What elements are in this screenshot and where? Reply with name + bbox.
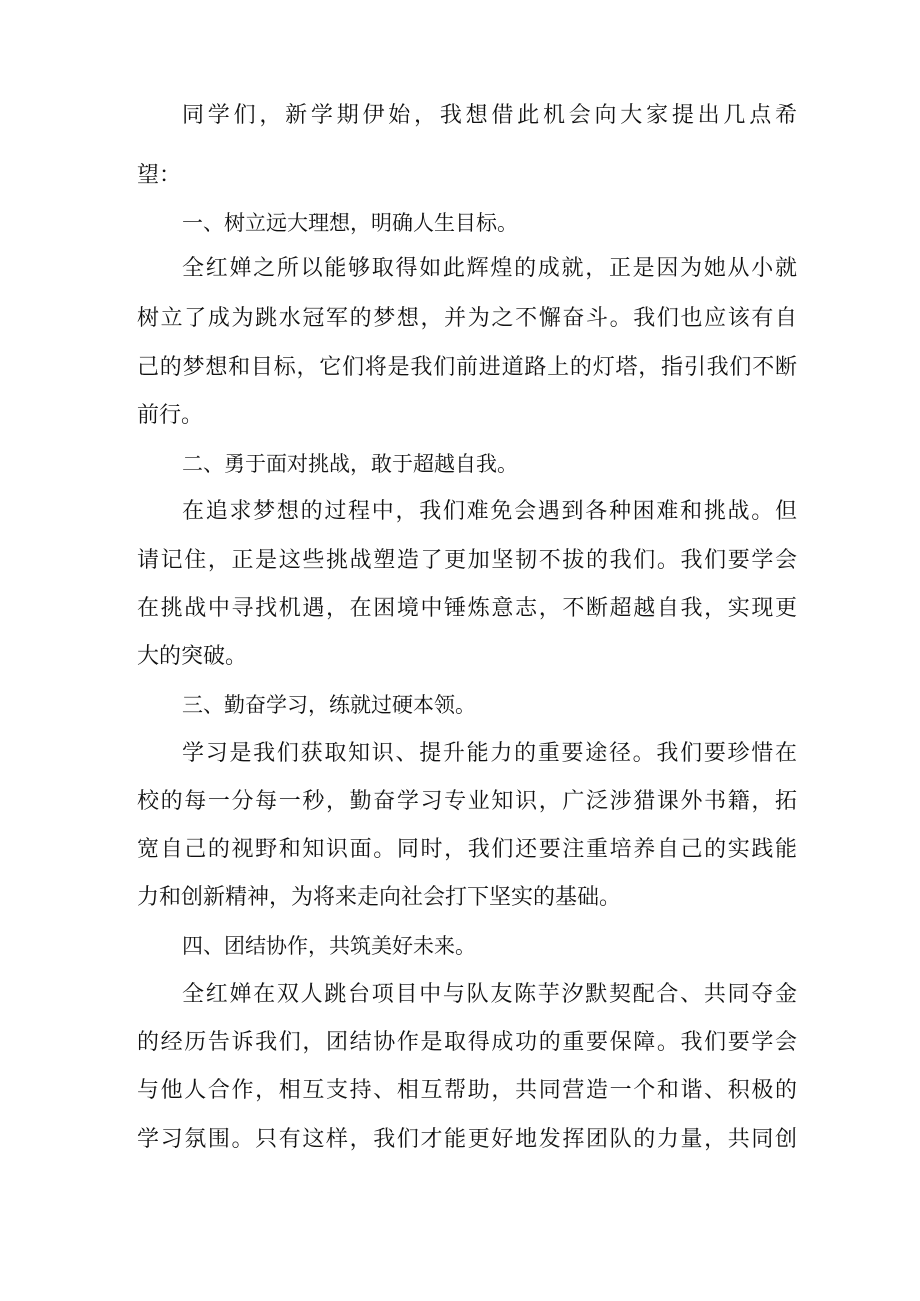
- section-2-heading: 二、勇于面对挑战，敢于超越自我。: [182, 452, 518, 476]
- section-2-line-4: 大的突破。: [137, 644, 248, 669]
- section-1-line-2: 树立了成为跳水冠军的梦想，并为之不懈奋斗。我们也应该有自: [137, 306, 797, 331]
- section-3-line-1: 学习是我们获取知识、提升能力的重要途径。我们要珍惜在: [182, 741, 797, 766]
- section-1-line-1: 全红婵之所以能够取得如此辉煌的成就，正是因为她从小就: [182, 256, 797, 281]
- section-1-line-4: 前行。: [137, 403, 204, 428]
- section-2-line-1: 在追求梦想的过程中，我们难免会遇到各种困难和挑战。但: [182, 499, 797, 524]
- section-3-line-3: 宽自己的视野和知识面。同时，我们还要注重培养自己的实践能: [137, 837, 797, 862]
- intro-line-1: 同学们，新学期伊始，我想借此机会向大家提出几点希: [182, 103, 797, 128]
- section-3-line-4: 力和创新精神，为将来走向社会打下坚实的基础。: [137, 885, 622, 910]
- section-4-line-4: 学习氛围。只有这样，我们才能更好地发挥团队的力量，共同创: [137, 1127, 797, 1152]
- section-1-heading: 一、树立远大理想，明确人生目标。: [182, 211, 518, 235]
- section-1-line-3: 己的梦想和目标，它们将是我们前进道路上的灯塔，指引我们不断: [137, 355, 797, 380]
- section-4-heading: 四、团结协作，共筑美好未来。: [182, 934, 476, 958]
- section-4-line-2: 的经历告诉我们，团结协作是取得成功的重要保障。我们要学会: [137, 1030, 797, 1055]
- section-2-line-3: 在挑战中寻找机遇，在困境中锤炼意志，不断超越自我，实现更: [137, 596, 797, 621]
- section-3-heading: 三、勤奋学习，练就过硬本领。: [182, 693, 476, 717]
- section-2-line-2: 请记住，正是这些挑战塑造了更加坚韧不拔的我们。我们要学会: [137, 548, 797, 573]
- section-4-line-3: 与他人合作，相互支持、相互帮助，共同营造一个和谐、积极的: [137, 1078, 797, 1103]
- intro-line-2: 望：: [137, 163, 182, 188]
- section-3-line-2: 校的每一分每一秒，勤奋学习专业知识，广泛涉猎课外书籍，拓: [137, 789, 797, 814]
- section-4-line-1: 全红婵在双人跳台项目中与队友陈芋汐默契配合、共同夺金: [182, 982, 797, 1007]
